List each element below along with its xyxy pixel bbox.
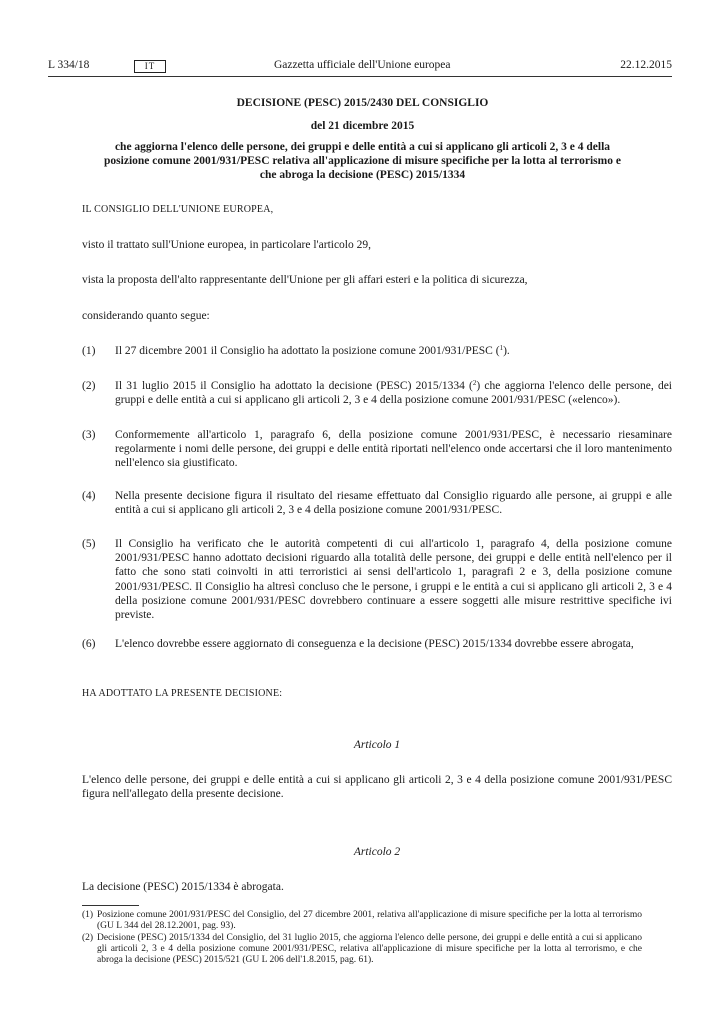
decision-date: del 21 dicembre 2015 — [310, 120, 415, 132]
considerando-line: considerando quanto segue: — [82, 310, 210, 322]
language-box: IT — [134, 60, 166, 73]
header-rule — [48, 76, 672, 77]
recital-number: (6) — [82, 638, 96, 650]
publication-date: 22.12.2015 — [620, 59, 672, 71]
footnote-number: (1) — [82, 910, 94, 920]
recital-number: (5) — [82, 538, 96, 550]
article-1-text: L'elenco delle persone, dei gruppi e delle entità a cui si applicano gli articoli 2, 3 e 4 della posizione comune 2001/931/PESC figura nell'allegato della presente decisione. — [82, 774, 672, 801]
footnote-separator — [82, 905, 139, 906]
footnote-ref: 2 — [472, 379, 477, 387]
recital-number: (3) — [82, 429, 96, 441]
recital-number: (2) — [82, 380, 96, 392]
recital-text: Il Consiglio ha verificato che le autorità competenti di cui all'articolo 1, paragrafo 4, della posizione comune 2001/931/PESC hanno adottato decisioni riguardo alla totalità delle persone, dei gruppi e delle entità nell'elenco per il fatto che sono stati coinvolti in atti terroristici ai sensi dell'articolo 1, paragrafi 2 e 3, della posizione comune 2001/931/PESC. Il Consiglio ha altresì concluso che le persone, i gruppi e le entità a cui si applicano gli articoli 2, 3 e 4 della posizione comune 2001/931/PESC dovrebbero continuare a essere soggetti alle misure restrittive specifiche ivi previste. — [115, 538, 672, 622]
article-2-text: La decisione (PESC) 2015/1334 è abrogata. — [82, 881, 284, 893]
article-1-heading: Articolo 1 — [353, 739, 401, 751]
recital-text: Conformemente all'articolo 1, paragrafo 6, della posizione comune 2001/931/PESC, è necessario riesaminare regolarmente i nomi delle persone, dei gruppi e delle entità riportati nell'elenco onde accertarsi che il loro mantenimento nell'elenco sia giustificato. — [115, 429, 672, 470]
footnote-text: Decisione (PESC) 2015/1334 del Consiglio, del 31 luglio 2015, che aggiorna l'elenco delle persone, dei gruppi e delle entità a cui si applicano gli articoli 2, 3 e 4 della posizione comune 2001/931/PESC, relativa all'applicazione di misure specifiche per la lotta al terrorismo, e che abroga la decisione (PESC) 2015/521 (GU L 206 dell'1.8.2015, pag. 61). — [97, 933, 642, 966]
footnote-number: (2) — [82, 933, 94, 943]
recital-number: (4) — [82, 490, 96, 502]
recital-text: Il 31 luglio 2015 il Consiglio ha adottato la decisione (PESC) 2015/1334 ($^2$) che aggiorna l'elenco delle persone, dei gruppi e delle entità a cui si applicano gli articoli 2, 3 e 4 della posizione comune 2001/931/PESC («elenco»). — [115, 379, 672, 407]
article-2-heading: Articolo 2 — [353, 846, 401, 858]
recital-number: (1) — [82, 345, 96, 357]
vista-line: vista la proposta dell'alto rappresentante dell'Unione per gli affari esteri e la politica di sicurezza, — [82, 274, 528, 286]
footnote-ref: 1 — [499, 344, 504, 352]
decision-title: DECISIONE (PESC) 2015/2430 DEL CONSIGLIO — [236, 97, 489, 109]
recital-text: Il 27 dicembre 2001 il Consiglio ha adottato la posizione comune 2001/931/PESC ($^1$). — [115, 344, 510, 357]
page-reference: L 334/18 — [48, 59, 90, 71]
visto-line: visto il trattato sull'Unione europea, in particolare l'articolo 29, — [82, 239, 372, 251]
council-line: IL CONSIGLIO DELL'UNIONE EUROPEA, — [82, 204, 274, 215]
recital-text: Nella presente decisione figura il risultato del riesame effettuato dal Consiglio riguardo alle persone, ai gruppi e alle entità a cui si applicano gli articoli 2, 3 e 4 della posizione comune 2001/931/PESC. — [115, 490, 672, 517]
footnote-text: Posizione comune 2001/931/PESC del Consiglio, del 27 dicembre 2001, relativa all'applicazione di misure specifiche per la lotta al terrorismo (GU L 344 del 28.12.2001, pag. 93). — [97, 910, 642, 932]
recital-text: L'elenco dovrebbe essere aggiornato di conseguenza e la decisione (PESC) 2015/1334 dovrebbe essere abrogata, — [115, 638, 634, 650]
adopted-line: HA ADOTTATO LA PRESENTE DECISIONE: — [82, 688, 283, 699]
journal-title: Gazzetta ufficiale dell'Unione europea — [274, 59, 451, 71]
decision-subject: che aggiorna l'elenco delle persone, dei gruppi e delle entità a cui si applicano gli articoli 2, 3 e 4 della posizione comune 2001/931/PESC relativa all'applicazione di misure specifiche per la lotta al terrorismo e che abroga la decisione (PESC) 2015/1334 — [104, 141, 621, 181]
